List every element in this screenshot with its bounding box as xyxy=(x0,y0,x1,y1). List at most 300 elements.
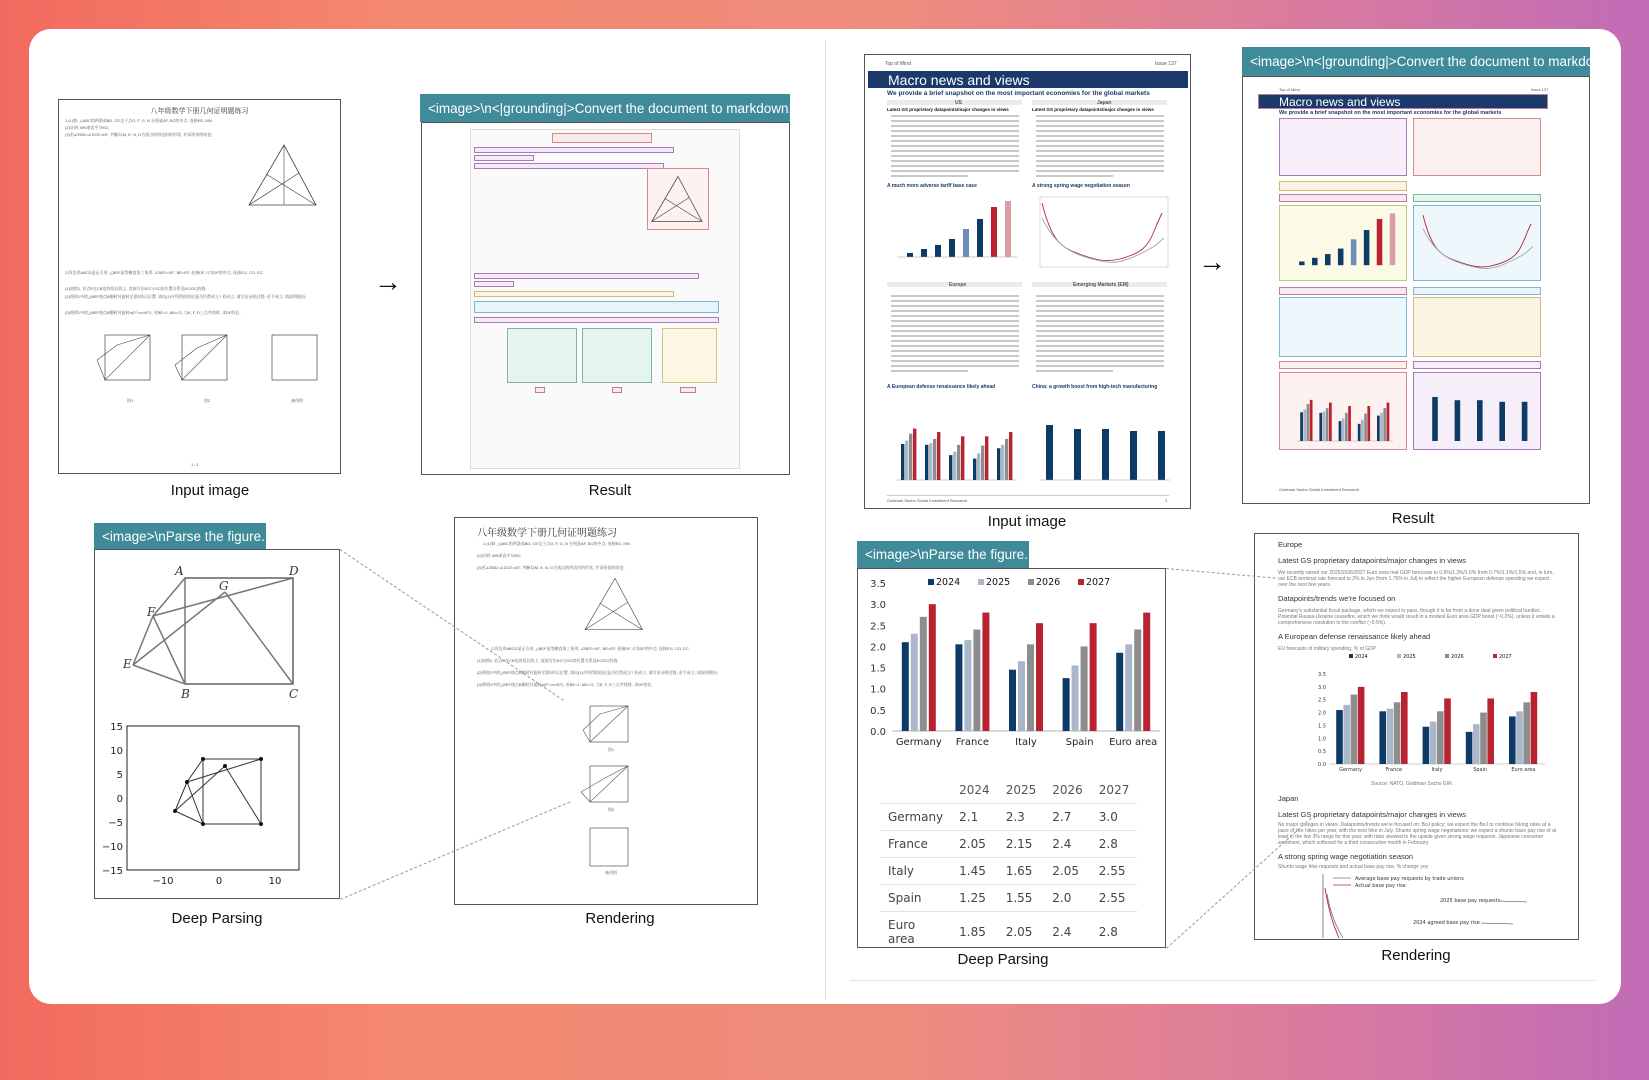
doc-title-bar xyxy=(1258,94,1548,109)
render-chart-subtitle: EU forecasts of military spending, % of GDP xyxy=(1278,646,1377,652)
caption-left-result: Result xyxy=(588,482,632,499)
render-paragraph: Germany's substantial fiscal package, which we expect to pass, though it is far from a done deal given political hurdles. Potential Russia-Ukraine ceasefire, which we think would result in a modest Euro area GDP boost (~0.2%), unless it entails a comprehensive resolution to the conflict (~0.5%). xyxy=(1278,608,1555,626)
doc-title-bar xyxy=(868,71,1188,88)
text-line xyxy=(1036,350,1164,352)
doc-footer: Goldman Sachs Global Investment Research xyxy=(1279,487,1360,492)
math-line: (3)将图1中的△BEF绕点B顺时针旋转α(0°<α<90°), 若BE=1, AB=√2, 当E, F, D三点共线时, 求DF的长, xyxy=(65,310,241,315)
render-chart-subtitle: Shunto wage hike requests and actual base pay rise, % change yoy xyxy=(1278,864,1429,870)
bar xyxy=(1018,661,1025,731)
text-line xyxy=(891,170,1019,172)
text-line xyxy=(1036,355,1164,357)
bar xyxy=(1531,692,1538,764)
mini-defense-chart xyxy=(887,395,1022,490)
center-divider xyxy=(825,40,826,1000)
table-row xyxy=(880,885,1137,912)
triangle-figure xyxy=(244,140,324,210)
bar xyxy=(1430,722,1437,764)
text-line xyxy=(891,360,1019,362)
bar xyxy=(1367,406,1370,441)
bar xyxy=(1336,710,1343,764)
bbox-region xyxy=(1413,361,1541,369)
math-line: (3)若∠EBD=∠DCE=45°, 判断以M, E, N, D为顶点的四边形的形状, 并证明你的结论; xyxy=(65,132,213,137)
bbox-image xyxy=(1279,372,1407,450)
table-cell: 2.3 xyxy=(998,804,1045,831)
y-tick: 3.5 xyxy=(870,579,886,590)
bar xyxy=(911,634,918,731)
chart-annotation: 2025 base pay requests xyxy=(1440,898,1501,904)
bbox-region xyxy=(1279,194,1407,202)
x-tick: 0 xyxy=(215,876,223,887)
legend-label: 2026 xyxy=(1451,654,1464,660)
arrow-left-top: → xyxy=(374,266,402,297)
text-line xyxy=(1036,320,1164,322)
wage-chart xyxy=(1032,193,1172,275)
math-line: (2)证明: MN垂直平分ED; xyxy=(65,125,109,130)
bar xyxy=(1377,416,1380,441)
prompt-markdown-left: <image>\n<|grounding|>Convert the document to markdown. xyxy=(420,94,790,122)
bar xyxy=(1466,732,1473,764)
text-line xyxy=(891,150,1019,152)
table-header: 2025 xyxy=(1005,783,1037,797)
legend-label: 2025 xyxy=(986,577,1011,588)
bar xyxy=(973,459,976,480)
caption-left-input: Input image xyxy=(170,482,250,499)
x-tick: France xyxy=(1385,767,1403,773)
fig-label: 备用图 xyxy=(291,398,303,403)
chart-table xyxy=(880,777,1137,948)
math-line: (1)如图1, 若点E在CB边的延长线上, 直接写出EG与GC的位置关系及EC/GC的值; xyxy=(65,286,207,291)
legend-label: 2024 xyxy=(936,577,961,588)
doc-header-left: Top of Mind xyxy=(885,61,911,67)
region-label: US xyxy=(955,100,962,106)
bbox-image xyxy=(507,328,577,383)
table-cell: France xyxy=(880,831,951,858)
table-cell: 2.0 xyxy=(1044,885,1091,912)
legend-swatch xyxy=(978,579,984,585)
bar xyxy=(1063,678,1070,731)
legend-label: Average base pay requests by trade unions xyxy=(1355,876,1464,882)
defense-bar-chart xyxy=(858,569,1165,769)
x-tick: Germany xyxy=(895,737,942,748)
caption-right-input: Input image xyxy=(987,513,1067,530)
table-row xyxy=(880,858,1137,885)
bar xyxy=(953,452,956,480)
bar xyxy=(997,448,1000,480)
y-tick: −15 xyxy=(101,866,123,877)
prompt-figure-right: <image>\nParse the figure. xyxy=(857,541,1029,568)
bar xyxy=(985,436,988,480)
y-tick: 3.0 xyxy=(870,600,886,612)
point-label: D xyxy=(289,564,299,578)
bar xyxy=(1361,420,1364,441)
caption-right-result: Result xyxy=(1391,510,1435,527)
point-label: F xyxy=(147,605,156,619)
heading: Latest GS proprietary datapoints/major changes in views xyxy=(887,107,1009,112)
bbox-image xyxy=(647,168,709,230)
bbox-text xyxy=(474,273,699,279)
doc-subtitle: We provide a brief snapshot on the most important economies for the global markets xyxy=(887,90,1150,97)
bar xyxy=(1134,630,1141,731)
prompt-markdown-right: <image>\n<|grounding|>Convert the document to markdown. xyxy=(1242,47,1590,76)
bar xyxy=(1480,713,1487,764)
bar xyxy=(933,439,936,480)
y-tick: 3.0 xyxy=(1318,684,1326,691)
bbox-region xyxy=(1413,194,1541,202)
fig-label: 备用图 xyxy=(605,870,617,875)
bar xyxy=(1358,687,1365,764)
text-line xyxy=(1036,365,1164,367)
math-title: 八年级数学下册几何证明题练习 xyxy=(150,108,249,115)
bbox-text xyxy=(474,147,674,153)
point-label: A xyxy=(175,564,184,578)
math-line: 1.(1)如: △ABC的两条高BD, CE交于点O, F, G, N 分别是AF, BC的中点, 连接ED, MN. xyxy=(65,118,213,123)
bar xyxy=(902,642,909,731)
render-heading: Latest GS proprietary datapoints/major changes in views xyxy=(1278,556,1467,565)
bar xyxy=(1380,413,1383,441)
bar xyxy=(1116,653,1123,731)
doc-page: 3 xyxy=(1165,498,1168,503)
legend-swatch xyxy=(1078,579,1084,585)
text-line xyxy=(891,160,1019,162)
bar xyxy=(1009,432,1012,480)
bar xyxy=(913,429,916,480)
bar xyxy=(1358,424,1361,441)
text-line xyxy=(891,155,1019,157)
table-cell: 1.45 xyxy=(951,858,998,885)
doc-subtitle: We provide a brief snapshot on the most important economies for the global markets xyxy=(1279,110,1502,116)
text-line xyxy=(891,145,1019,147)
text-line xyxy=(891,175,968,177)
text-line xyxy=(1036,340,1164,342)
y-tick: 3.5 xyxy=(1318,672,1326,678)
table-cell: Euro area xyxy=(880,912,951,949)
bar xyxy=(1401,692,1408,764)
table-cell: 2.8 xyxy=(1091,831,1138,858)
table-cell: 3.0 xyxy=(1091,804,1138,831)
bbox-region xyxy=(1413,118,1541,176)
table-header: 2026 xyxy=(1052,783,1083,797)
prompt-figure-left: <image>\nParse the figure. xyxy=(94,523,266,549)
render-chart-title: A strong spring wage negotiation season xyxy=(1278,852,1414,861)
legend-label: 2026 xyxy=(1036,577,1061,588)
doc-header-right: Issue 137 xyxy=(1155,61,1177,67)
bar xyxy=(1423,727,1430,764)
table-cell: 1.65 xyxy=(998,858,1045,885)
caption-left-render: Rendering xyxy=(585,910,655,927)
data-table xyxy=(880,777,1137,948)
table-cell: 2.15 xyxy=(998,831,1045,858)
point-label: G xyxy=(219,579,229,593)
bar xyxy=(925,445,928,480)
caption-left-deep: Deep Parsing xyxy=(171,910,263,927)
math-line: 2.四边形ABCD是正方形, △BEF是等腰直角三角形, ∠BEF=90°, BE=EF, 连接DF, G为DF的中点, 连接EG, CG, EC. xyxy=(65,270,264,275)
x-tick: Euro area xyxy=(1511,767,1536,773)
text-line xyxy=(891,125,1019,127)
bbox-text xyxy=(474,317,719,323)
math-line: (2)将图1中的△BEF绕点B顺时针旋转至图2所示位置, 请问(1)中所得的结论是否仍然成立? 若成立, 请写出证明过程; 若不成立, 请说明理由; xyxy=(65,294,307,299)
bar xyxy=(1323,412,1326,441)
table-row xyxy=(880,831,1137,858)
bar xyxy=(1516,711,1523,764)
fig-label: 图2 xyxy=(204,398,211,403)
text-line xyxy=(891,370,968,372)
bbox-caption xyxy=(680,387,696,393)
legend-swatch xyxy=(1397,654,1401,658)
bar xyxy=(1345,413,1348,441)
chart-title: A much more adverse tariff base case xyxy=(887,183,977,189)
bar xyxy=(1387,403,1390,441)
bbox-caption xyxy=(612,387,622,393)
fig-label: 图1 xyxy=(608,747,615,752)
legend-label: Actual base pay rise xyxy=(1355,883,1406,889)
table-cell: 2.8 xyxy=(1091,912,1138,949)
y-tick: 5 xyxy=(116,770,123,781)
x-tick: Italy xyxy=(1431,767,1443,773)
left-result-image xyxy=(421,122,790,475)
y-tick: 2.0 xyxy=(870,642,886,654)
bbox-text xyxy=(474,281,514,287)
table-cell: Spain xyxy=(880,885,951,912)
legend-label: 2027 xyxy=(1086,577,1111,588)
table-cell: 2.7 xyxy=(1044,804,1091,831)
render-line: 1.(1)如: △ABC的两条高BD, CE交于点O, F, G, N 分别是AF, BC的中点, 连接ED, MN. xyxy=(483,541,631,546)
y-tick: 10 xyxy=(110,746,123,757)
caption-right-deep: Deep Parsing xyxy=(957,951,1049,968)
bar xyxy=(1394,702,1401,764)
arrow-right-top: → xyxy=(1198,246,1226,277)
render-bar-chart xyxy=(1295,652,1555,782)
bar xyxy=(920,617,927,731)
legend-label: 2027 xyxy=(1499,654,1512,660)
x-tick: −10 xyxy=(152,876,174,887)
x-tick: Spain xyxy=(1473,767,1488,773)
bar xyxy=(1307,404,1310,441)
render-paragraph: No major changes in views. Datapoints/trends we're focused on: BoJ policy; we expect the BoJ to continue hiking rates at a pace of two hikes per year, with the next hike in July. Shunto spring wage negotiations; we expect a shunto base pay rise of at least in the low 3% range for this year, with risks skewed to the upside given strong wage requests. Japanese consumer sentiment, which softened for a third consecutive month in February. xyxy=(1278,822,1557,846)
bar xyxy=(1143,613,1150,731)
text-line xyxy=(1036,140,1164,142)
y-tick: 1.5 xyxy=(1318,723,1326,730)
text-line xyxy=(891,120,1019,122)
text-line xyxy=(891,345,1019,347)
text-line xyxy=(1036,150,1164,152)
text-line xyxy=(1036,325,1164,327)
bar xyxy=(1437,711,1444,764)
bar xyxy=(1339,421,1342,441)
y-tick: 0.5 xyxy=(1318,749,1326,756)
doc-title: Macro news and views xyxy=(1279,95,1401,109)
text-line xyxy=(1036,135,1164,137)
bar xyxy=(1310,400,1313,441)
text-line xyxy=(1036,125,1164,127)
x-tick: 10 xyxy=(268,876,282,887)
y-tick: 2.5 xyxy=(1318,697,1326,704)
right-result-image xyxy=(1242,76,1590,504)
text-line xyxy=(1036,310,1164,312)
bar xyxy=(1300,412,1303,441)
legend-label: 2025 xyxy=(1403,654,1416,660)
text-line xyxy=(1036,360,1164,362)
render-paragraph: We recently raised our 2025/2026/2027 Euro area real GDP forecasts to 0.8%/1.3%/1.6% from 0.7%/1.1%/1.5% and, in turn, our ECB terminal rate forecast to 2% in Jun (from 1.75% in Jul) to reflect the higher European defense spending we expect over the next few years. xyxy=(1278,570,1554,588)
render-line: 2.四边形ABCD是正方形, △BEF是等腰直角三角形, ∠BEF=90°, BE=EF, 连接DF, G为DF的中点, 连接EG, CG, EC. xyxy=(491,646,690,651)
text-line xyxy=(891,365,1019,367)
text-line xyxy=(891,115,1019,117)
bbox-region xyxy=(1279,287,1407,295)
bbox-region xyxy=(1413,287,1541,295)
region-label: Europe xyxy=(949,282,967,288)
x-tick: Germany xyxy=(1339,767,1363,773)
y-tick: 2.5 xyxy=(870,621,886,633)
text-line xyxy=(1036,120,1164,122)
doc-header-left: Top of Mind xyxy=(1279,87,1300,92)
bar xyxy=(1509,716,1516,764)
text-line xyxy=(891,340,1019,342)
text-line xyxy=(1036,170,1164,172)
bar xyxy=(1090,623,1097,731)
render-section-europe: Europe xyxy=(1278,540,1303,549)
geometry-figure xyxy=(95,550,339,700)
text-line xyxy=(891,135,1019,137)
bar xyxy=(1383,408,1386,441)
bar xyxy=(1329,403,1332,441)
y-tick: 15 xyxy=(110,722,123,733)
region-label: Japan xyxy=(1097,100,1112,106)
right-deep-parsing xyxy=(857,568,1166,948)
bar xyxy=(949,455,952,480)
bbox-text xyxy=(474,163,664,169)
legend-label: 2024 xyxy=(1355,654,1368,660)
table-cell: 2.05 xyxy=(998,912,1045,949)
right-input-image xyxy=(864,54,1191,509)
bar xyxy=(1342,418,1345,441)
bar xyxy=(1072,665,1079,731)
right-rendering xyxy=(1254,533,1579,940)
y-tick: −10 xyxy=(101,842,123,853)
bar xyxy=(977,453,980,480)
bar xyxy=(982,613,989,731)
geometry-plot xyxy=(95,722,339,892)
y-tick: 1.0 xyxy=(1318,736,1326,743)
bar xyxy=(909,434,912,480)
y-tick: 1.0 xyxy=(870,684,886,696)
bar xyxy=(1005,439,1008,480)
bar xyxy=(1364,414,1367,441)
bottom-rule xyxy=(850,980,1595,981)
chart-title: A strong spring wage negotiation season xyxy=(1032,183,1130,189)
text-line xyxy=(1036,175,1113,177)
left-deep-parsing xyxy=(94,549,340,899)
legend-swatch xyxy=(1493,654,1497,658)
bar xyxy=(1379,711,1386,764)
china-chart xyxy=(1032,395,1172,490)
text-line xyxy=(891,350,1019,352)
bbox-region xyxy=(1279,297,1407,357)
bar xyxy=(929,443,932,480)
doc-header-right: Issue 137 xyxy=(1531,87,1549,92)
text-line xyxy=(1036,345,1164,347)
bbox-image xyxy=(1413,205,1541,281)
render-line: (3)若∠EBD=∠DCE=45°, 判断以M, E, N, D为顶点的四边形的形状, 并证明你的结论; xyxy=(477,565,625,570)
table-row xyxy=(880,804,1137,831)
table-cell: 2.05 xyxy=(951,831,998,858)
render-line: (1)如图1, 若点E在CB边的延长线上, 直接写出EG与GC的位置关系及EC/GC的值; xyxy=(477,658,619,663)
text-line xyxy=(1036,330,1164,332)
bbox-region xyxy=(1279,361,1407,369)
bar xyxy=(1444,698,1451,764)
y-tick: 0 xyxy=(116,794,123,805)
bar xyxy=(929,604,936,731)
left-input-image xyxy=(58,99,341,474)
chart-annotation: 2024 agreed base pay rise xyxy=(1413,920,1480,926)
render-heading: Datapoints/trends we're focused on xyxy=(1278,594,1396,603)
legend-swatch xyxy=(1445,654,1449,658)
square-figures xyxy=(97,330,327,390)
bar xyxy=(955,644,962,731)
text-line xyxy=(891,305,1019,307)
heading: Latest GS proprietary datapoints/major changes in views xyxy=(1032,107,1154,112)
chart-title: China: a growth boost from high-tech manufacturing xyxy=(1032,384,1158,390)
bbox-image xyxy=(1413,372,1541,450)
table-cell: 1.85 xyxy=(951,912,998,949)
table-cell: 2.05 xyxy=(1044,858,1091,885)
tariff-chart xyxy=(887,193,1022,273)
left-rendering xyxy=(454,517,758,905)
bar xyxy=(1348,406,1351,441)
render-chart-title: A European defense renaissance likely ahead xyxy=(1278,632,1431,641)
bbox-caption xyxy=(535,387,545,393)
render-line: (3)将图1中的△BEF绕点B顺时针旋转α(0°<α<90°), 若BE=1, AB=√2, 当E, F, D三点共线时, 求DF的长, xyxy=(477,682,653,687)
bar xyxy=(1387,709,1394,764)
bbox-region xyxy=(1413,297,1541,357)
bar xyxy=(973,630,980,731)
text-line xyxy=(891,325,1019,327)
bar xyxy=(1523,702,1530,764)
x-tick: Italy xyxy=(1015,737,1037,748)
text-line xyxy=(891,130,1019,132)
bar xyxy=(937,432,940,480)
x-tick: Spain xyxy=(1065,737,1094,748)
y-tick: 1.5 xyxy=(870,663,886,675)
table-header: 2027 xyxy=(1098,783,1130,797)
chart-title: A European defense renaissance likely ahead xyxy=(887,384,996,390)
page-number: 1 / 1 xyxy=(191,462,199,467)
text-line xyxy=(891,310,1019,312)
bar xyxy=(1487,698,1494,764)
table-corner xyxy=(880,777,951,804)
text-line xyxy=(891,320,1019,322)
bbox-region xyxy=(1279,181,1407,191)
text-line xyxy=(1036,160,1164,162)
text-line xyxy=(1036,165,1164,167)
text-line xyxy=(891,165,1019,167)
text-line xyxy=(891,300,1019,302)
text-line xyxy=(891,355,1019,357)
bar xyxy=(1027,644,1034,731)
bar xyxy=(1343,705,1350,764)
bar xyxy=(1009,670,1016,731)
table-cell: Italy xyxy=(880,858,951,885)
y-tick: 0.5 xyxy=(870,705,886,717)
bar xyxy=(1001,445,1004,480)
text-line xyxy=(891,335,1019,337)
text-line xyxy=(1036,315,1164,317)
text-line xyxy=(1036,145,1164,147)
bar xyxy=(961,436,964,480)
bbox-region xyxy=(1279,118,1407,176)
y-tick: −5 xyxy=(108,818,123,829)
bar xyxy=(957,445,960,480)
table-cell: 1.25 xyxy=(951,885,998,912)
text-line xyxy=(891,295,1019,297)
